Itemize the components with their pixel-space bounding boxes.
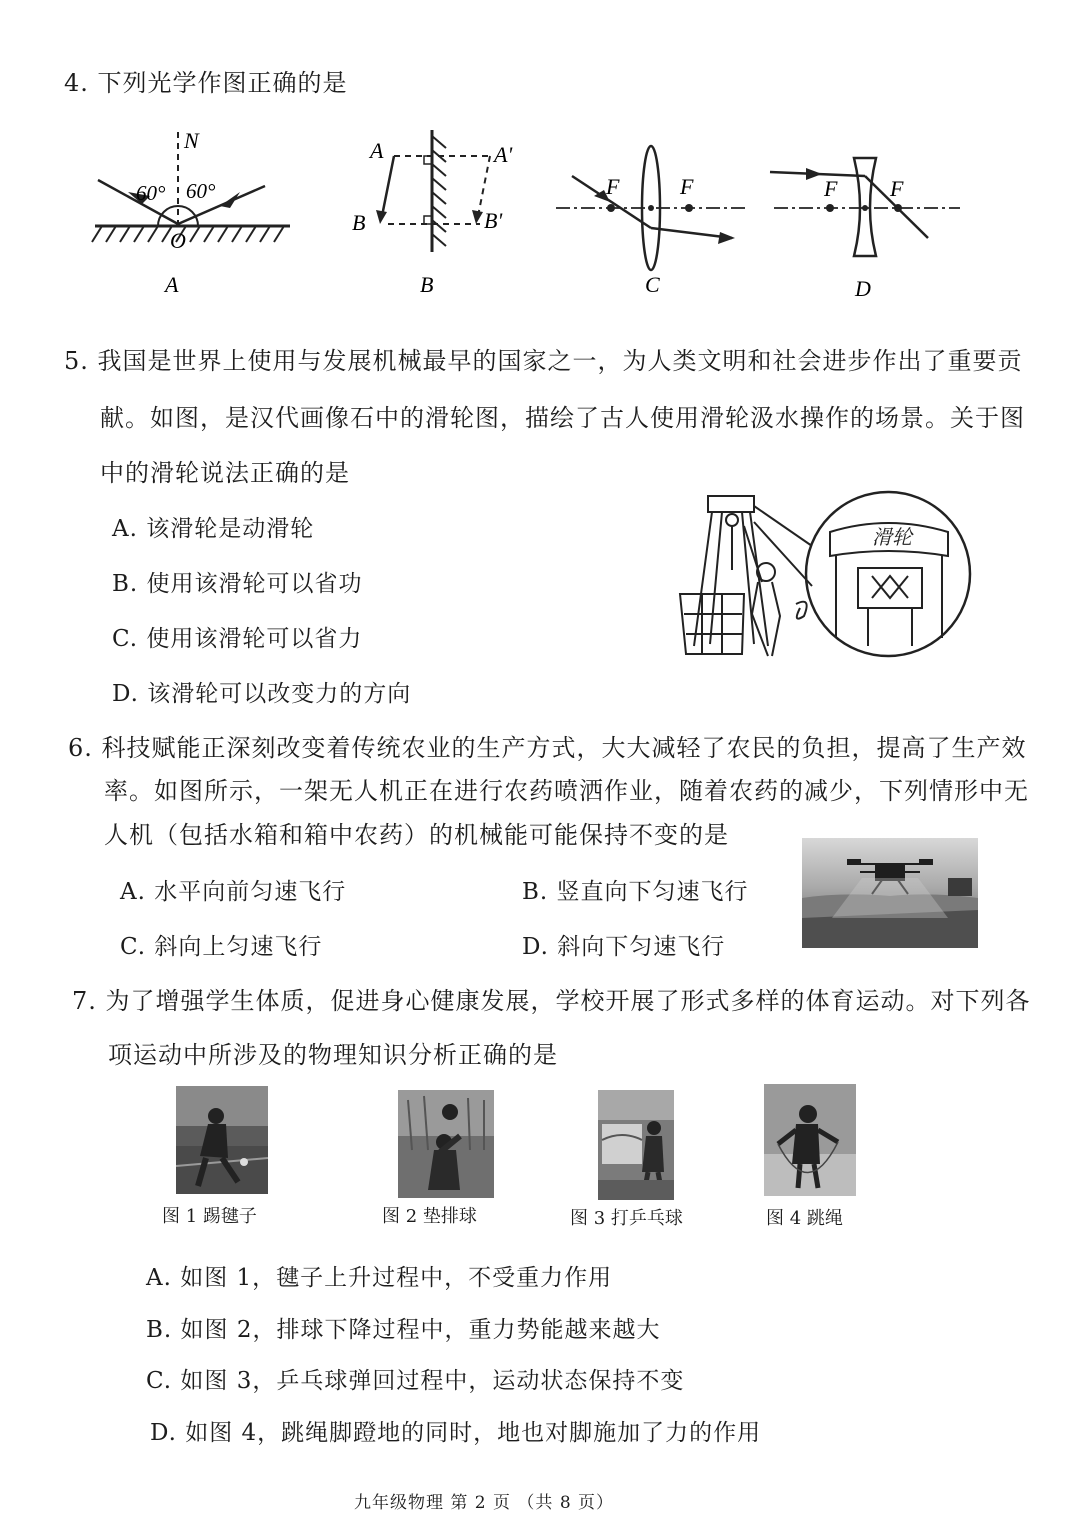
q7-line-1: [72, 986, 1031, 1016]
q4a-label: A: [165, 272, 179, 297]
q7-caption-4: 图 4 跳绳: [766, 1208, 843, 1229]
q4b-label: B: [420, 272, 434, 297]
q4b-point-a-image: A': [494, 142, 513, 167]
q7-caption-1: 图 1 踢毽子: [162, 1206, 257, 1227]
q4c-label: C: [645, 272, 660, 297]
q7-caption-2: 图 2 垫排球: [382, 1206, 477, 1227]
q4-number: 4.: [64, 69, 89, 97]
q5-number: 5.: [64, 347, 89, 375]
q6-option-d[interactable]: D. 斜向下匀速飞行: [522, 934, 726, 960]
q6-option-b[interactable]: B. 竖直向下匀速飞行: [522, 879, 749, 905]
q7-line-2: 项运动中所涉及的物理知识分析正确的是: [108, 1041, 558, 1069]
q7-option-a[interactable]: A. 如图 1，毽子上升过程中，不受重力作用: [146, 1265, 613, 1291]
q4-text: 下列光学作图正确的是: [97, 69, 348, 97]
q4a-angle-right: 60°: [186, 179, 216, 203]
q6-text-1: 科技赋能正深刻改变着传统农业的生产方式，大大减轻了农民的负担，提高了生产效: [101, 734, 1027, 762]
q5-line-1: [64, 346, 1023, 376]
q7-text-1: 为了增强学生体质，促进身心健康发展，学校开展了形式多样的体育运动。对下列各: [105, 987, 1031, 1015]
page-footer: 九年级物理 第 2 页 （共 8 页）: [354, 1493, 615, 1513]
q5-line-3: 中的滑轮说法正确的是: [100, 459, 350, 487]
q4a-point-o: O: [170, 228, 186, 253]
q7-number: 7.: [72, 987, 97, 1015]
q7-option-d[interactable]: D. 如图 4，跳绳脚蹬地的同时，地也对脚施加了力的作用: [150, 1420, 762, 1446]
q6-line-2: 率。如图所示，一架无人机正在进行农药喷洒作业，随着农药的减少，下列情形中无: [104, 777, 1029, 805]
q4d-focus-left: F: [824, 176, 838, 201]
q6-line-1: [68, 733, 1027, 763]
q7-photo-4: [764, 1084, 856, 1196]
q5-pulley-figure: [672, 486, 988, 672]
q7-option-b[interactable]: B. 如图 2，排球下降过程中，重力势能越来越大: [146, 1317, 661, 1343]
q4a-normal-label: N: [184, 128, 199, 153]
q4-figure-b: [352, 130, 512, 297]
q4b-point-b-image: B': [484, 208, 503, 233]
q4a-angle-left: 60°: [136, 181, 166, 205]
q5-option-b[interactable]: B. 使用该滑轮可以省功: [112, 571, 363, 597]
q4-stem: [64, 68, 348, 98]
q4c-focus-right: F: [680, 174, 694, 199]
q4b-point-a: A: [370, 138, 384, 163]
q5-line-2: 献。如图，是汉代画像石中的滑轮图，描绘了古人使用滑轮汲水操作的场景。关于图: [100, 404, 1025, 432]
q6-option-a[interactable]: A. 水平向前匀速飞行: [120, 879, 347, 905]
q7-caption-3: 图 3 打乒乓球: [570, 1208, 683, 1229]
q6-number: 6.: [68, 734, 93, 762]
q4-figure-d: [770, 158, 960, 301]
q7-photo-3: [598, 1090, 674, 1200]
q5-option-c[interactable]: C. 使用该滑轮可以省力: [112, 626, 363, 652]
q5-option-d[interactable]: D. 该滑轮可以改变力的方向: [112, 681, 412, 707]
q4-figure-c: [556, 146, 748, 297]
q6-option-c[interactable]: C. 斜向上匀速飞行: [120, 934, 323, 960]
q7-photo-2: [398, 1090, 494, 1198]
q7-option-c[interactable]: C. 如图 3，乒乓球弹回过程中，运动状态保持不变: [146, 1368, 685, 1394]
q4c-focus-left: F: [606, 174, 620, 199]
q4d-focus-right: F: [890, 176, 904, 201]
q4-figures: [80, 120, 980, 310]
q5-pulley-label: 滑轮: [872, 527, 912, 549]
q5-text-1: 我国是世界上使用与发展机械最早的国家之一，为人类文明和社会进步作出了重要贡: [97, 347, 1023, 375]
q4b-point-b: B: [352, 210, 366, 235]
q6-drone-photo: [802, 838, 978, 948]
q4d-label: D: [855, 276, 871, 301]
q6-line-3: 人机（包括水箱和箱中农药）的机械能可能保持不变的是: [104, 821, 729, 849]
q7-photo-1: [176, 1086, 268, 1194]
q4-figure-a: [92, 128, 290, 297]
q5-option-a[interactable]: A. 该滑轮是动滑轮: [112, 516, 315, 542]
